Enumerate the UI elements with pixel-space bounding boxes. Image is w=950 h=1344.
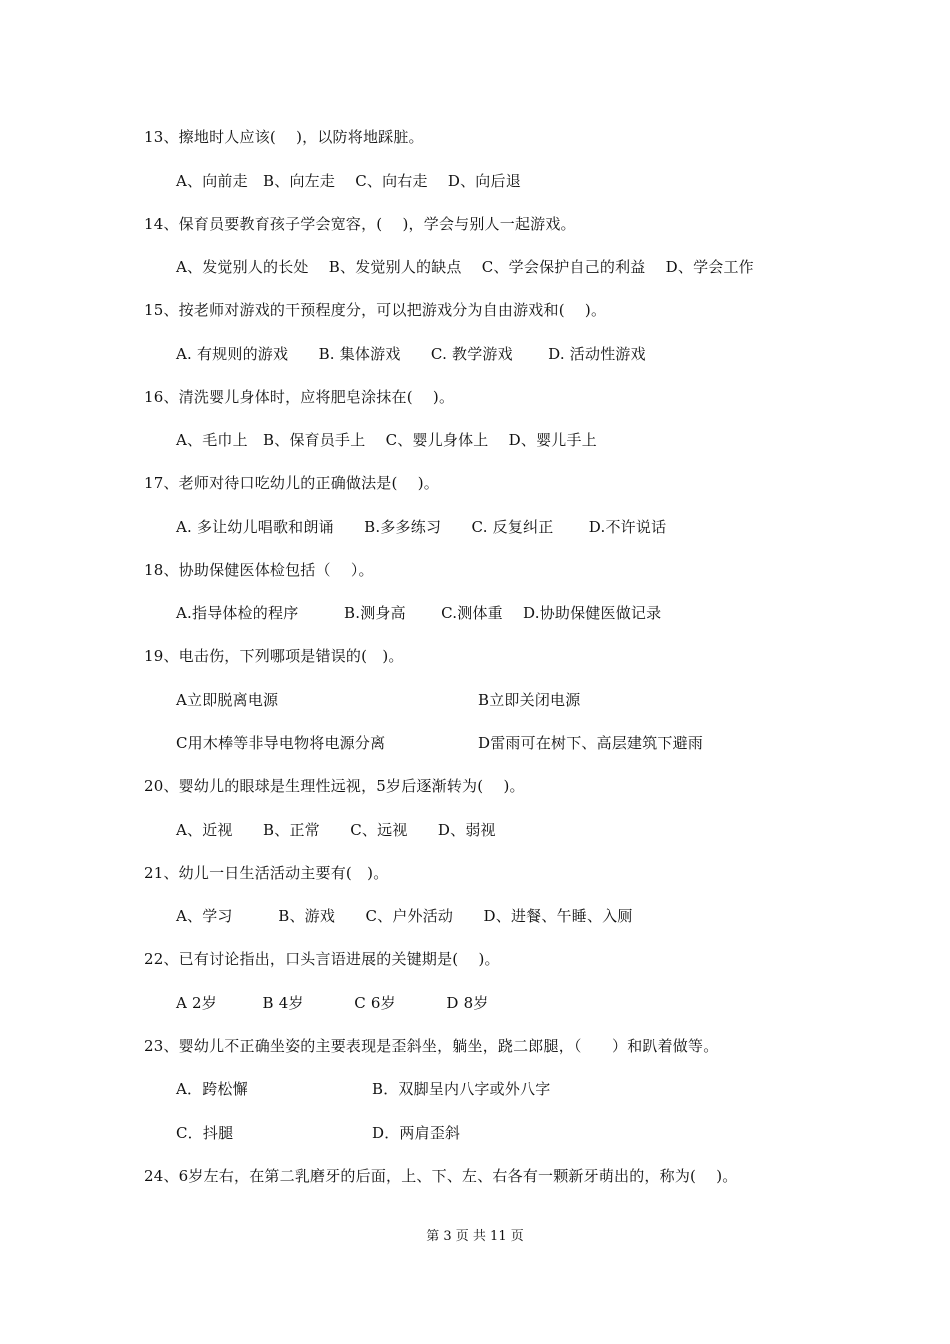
question-23-option-a: A．跨松懈 bbox=[176, 1080, 248, 1098]
question-19-option-a: A立即脱离电源 bbox=[176, 691, 279, 709]
question-23-option-d: D．两肩歪斜 bbox=[372, 1124, 461, 1142]
question-16-stem: 16、清洗婴儿身体时，应将肥皂涂抹在( )。 bbox=[144, 388, 455, 406]
page-footer: 第 3 页 共 11 页 bbox=[426, 1229, 524, 1244]
question-17-options: A. 多让幼儿唱歌和朗诵 B.多多练习 C. 反复纠正 D.不许说话 bbox=[176, 518, 667, 536]
question-18-stem: 18、协助保健医体检包括（ ）。 bbox=[144, 561, 374, 579]
question-20-stem: 20、婴幼儿的眼球是生理性远视，5岁后逐渐转为( )。 bbox=[144, 777, 525, 795]
question-23-option-b: B．双脚呈内八字或外八字 bbox=[372, 1080, 551, 1098]
question-14-stem: 14、保育员要教育孩子学会宽容，( )，学会与别人一起游戏。 bbox=[144, 215, 576, 233]
question-15-options: A. 有规则的游戏 B. 集体游戏 C. 教学游戏 D. 活动性游戏 bbox=[176, 345, 646, 363]
question-13-stem: 13、擦地时人应该( )，以防将地踩脏。 bbox=[144, 128, 424, 146]
question-23-option-c: C．抖腿 bbox=[176, 1124, 234, 1142]
question-16-options: A、毛巾上 B、保育员手上 C、婴儿身体上 D、婴儿手上 bbox=[176, 431, 597, 449]
question-20-options: A、近视 B、正常 C、远视 D、弱视 bbox=[176, 821, 496, 839]
question-19-option-d: D雷雨可在树下、高层建筑下避雨 bbox=[478, 734, 704, 752]
question-17-stem: 17、老师对待口吃幼儿的正确做法是( )。 bbox=[144, 474, 439, 492]
question-14-options: A、发觉别人的长处 B、发觉别人的缺点 C、学会保护自己的利益 D、学会工作 bbox=[176, 258, 754, 276]
question-22-stem: 22、已有讨论指出，口头言语进展的关键期是( )。 bbox=[144, 950, 500, 968]
question-21-stem: 21、幼儿一日生活活动主要有( )。 bbox=[144, 864, 389, 882]
question-22-options: A 2岁 B 4岁 C 6岁 D 8岁 bbox=[176, 994, 489, 1012]
question-13-options: A、向前走 B、向左走 C、向右走 D、向后退 bbox=[176, 172, 521, 190]
question-23-stem: 23、婴幼儿不正确坐姿的主要表现是歪斜坐，躺坐，跷二郎腿，（ ）和趴着做等。 bbox=[144, 1037, 719, 1055]
question-19-option-b: B立即关闭电源 bbox=[478, 691, 581, 709]
question-21-options: A、学习 B、游戏 C、户外活动 D、进餐、午睡、入厕 bbox=[176, 907, 633, 925]
question-15-stem: 15、按老师对游戏的干预程度分，可以把游戏分为自由游戏和( )。 bbox=[144, 301, 607, 319]
question-24-stem: 24、6岁左右，在第二乳磨牙的后面，上、下、左、右各有一颗新牙萌出的，称为( )。 bbox=[144, 1167, 738, 1185]
question-18-options: A.指导体检的程序 B.测身高 C.测体重 D.协助保健医做记录 bbox=[176, 604, 662, 622]
question-19-option-c: C用木棒等非导电物将电源分离 bbox=[176, 734, 386, 752]
question-19-stem: 19、电击伤，下列哪项是错误的( )。 bbox=[144, 647, 404, 665]
